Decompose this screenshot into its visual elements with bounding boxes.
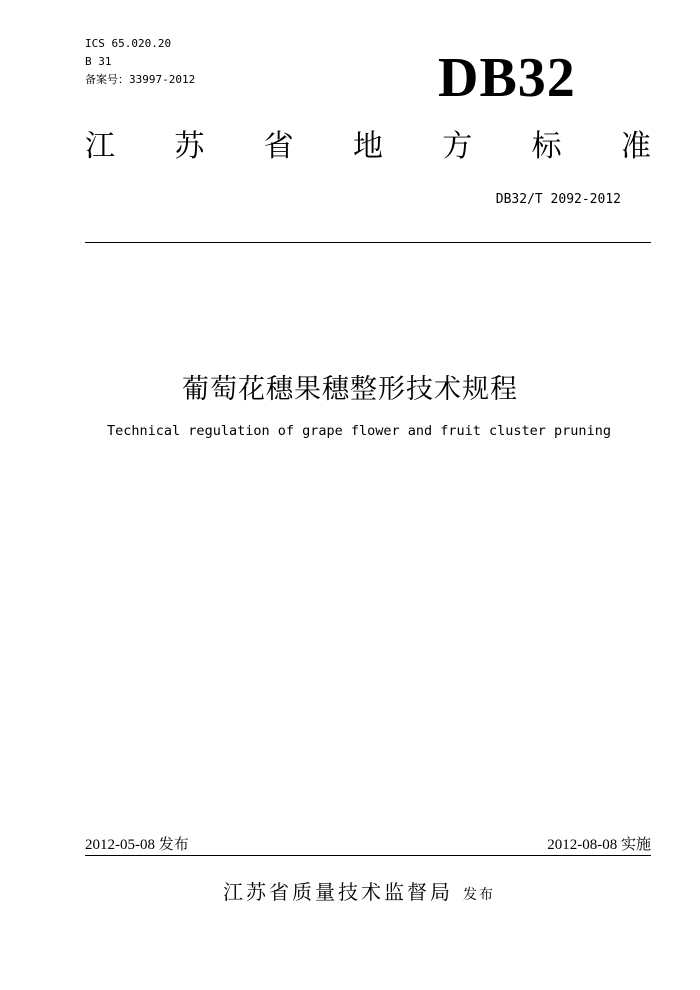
document-title-english: Technical regulation of grape flower and fruit cluster pruning bbox=[107, 423, 611, 439]
publisher-line bbox=[0, 876, 700, 905]
standard-code-logo: DB32 bbox=[438, 47, 576, 109]
standard-type-char: 地 bbox=[352, 129, 383, 164]
implementation-date: 2012-08-08 实施 bbox=[547, 837, 651, 853]
standard-number: DB32/T 2092-2012 bbox=[495, 192, 621, 207]
publisher-suffix: 发布 bbox=[463, 887, 495, 903]
header-divider bbox=[85, 242, 651, 243]
standard-type-char: 方 bbox=[442, 129, 473, 164]
publisher-name: 江苏省质量技术监督局 bbox=[223, 880, 453, 904]
standard-type-char: 省 bbox=[263, 129, 294, 164]
standard-type-heading bbox=[85, 127, 651, 167]
standard-type-char: 标 bbox=[531, 129, 562, 164]
ics-code: ICS 65.020.20 bbox=[85, 37, 172, 50]
standard-type-char: 江 bbox=[85, 129, 115, 164]
standard-type-char: 准 bbox=[620, 129, 651, 164]
document-title-chinese: 葡萄花穗果穗整形技术规程 bbox=[182, 374, 518, 405]
filing-number: 备案号：33997-2012 bbox=[85, 73, 196, 86]
standard-type-char: 苏 bbox=[174, 129, 205, 164]
classification-code: B 31 bbox=[85, 55, 112, 68]
issue-date: 2012-05-08 发布 bbox=[85, 837, 189, 853]
footer-divider bbox=[85, 855, 651, 856]
